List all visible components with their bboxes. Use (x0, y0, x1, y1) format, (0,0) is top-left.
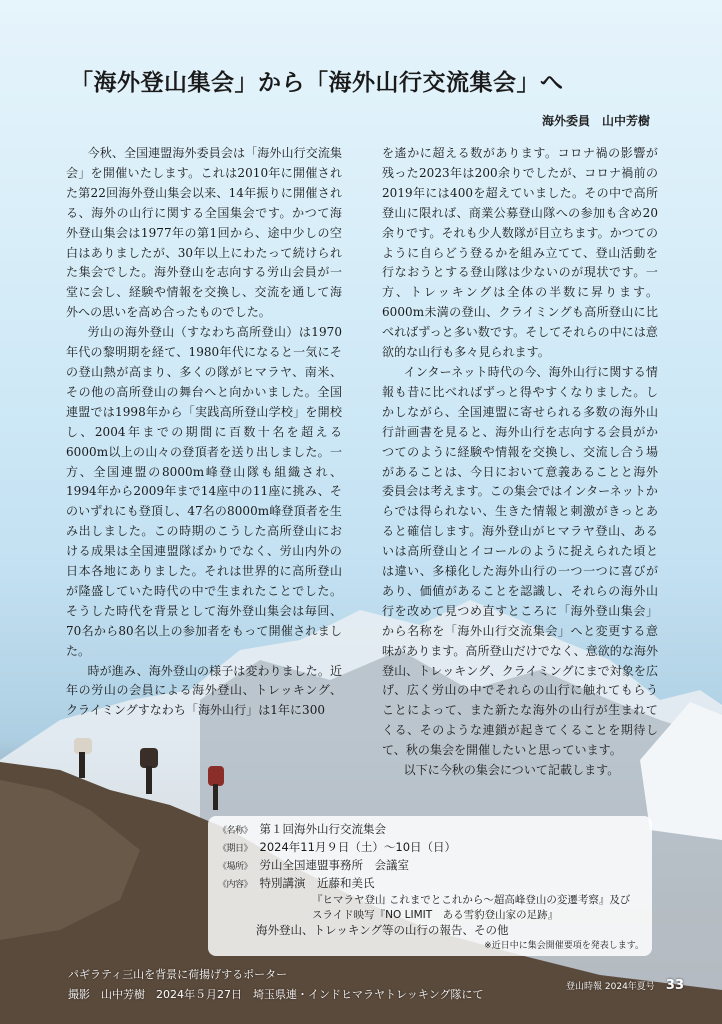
photo-caption: パギラティ三山を背景に荷揚げするポーター (68, 968, 288, 981)
event-content-line: 『ヒマラヤ登山 これまでとこれから～超高峰登山の変遷考察』及び (312, 894, 631, 906)
body-paragraph: 以下に今秋の集会について記載します。 (403, 763, 620, 778)
photo-credit: 撮影 山中芳樹 2024年５月27日 埼玉県連・インドヒマラヤトレッキング隊にて (68, 988, 484, 1001)
event-note: ※近日中に集会開催要項を発表します。 (484, 941, 644, 951)
magazine-name: 登山時報 2024年夏号 (566, 982, 655, 992)
body-column-left (66, 144, 342, 721)
event-name-value: 第１回海外山行交流集会 (259, 822, 386, 836)
body-paragraph: 労山の海外登山（すなわち高所登山）は1970年代の黎明期を経て、1980年代になると一気にその登山熱が高まり、多くの隊がヒマラヤ、南米、その他の高所登山の舞台へと向かいました。全国連盟では1998年から「実践高所登山学校」を開校し、2004年までの期間に百数十名を超える6000m以上の山々の登頂者を送り出しました。一方、全国連盟の8000m峰登山隊も組織され、1994年から2009年まで14座中の11座に挑み、そのいずれにも登頂し、47名の8000m峰登頂者を生み出しました。この時期のこうした高所登山における成果は全国連盟隊ばかりでなく、労山内外の日本各地にありました。それは世界的に高所登山が隆盛していた時代の中で生まれたことでした。そうした時代を背景として海外登山集会は毎回、70名から80名以上の参加者をもって開催されました。 (66, 325, 342, 658)
event-name-label: 《名称》 (218, 826, 253, 836)
body-paragraph: 今秋、全国連盟海外委員会は「海外山行交流集会」を開催いたします。これは2010年に開催された第22回海外登山集会以来、14年振りに開催される、海外の山行に関する全国集会です。かつて海外登山集会は1977年の第1回から、途中少しの空白はありましたが、30年以上にわたって続けられた集会でした。海外登山を志向する労山会員が一堂に会し、経験や情報を交換し、交流を通して海外への思いを高め合ったものでした。 (66, 146, 342, 320)
event-date-value: 2024年11月９日（土）～10日（日） (259, 840, 457, 854)
event-info-box (208, 816, 652, 956)
page-footer (566, 974, 684, 993)
body-paragraph: インターネット時代の今、海外山行に関する情報も昔に比べればずっと得やすくなりました。しかしながら、全国連盟に寄せられる多数の海外山行計画書を見ると、海外山行を志向する会員がかつてのように経験や情報を交換し、交流し合う場があることは、今日において意義あることと海外委員会は考えます。この集会ではインターネットからでは得られない、生きた情報と刺激がきっとあると確信します。海外登山がヒマラヤ登山、あるいは高所登山とイコールのように捉えられた頃とは違い、多様化した海外山行の一つ一つに喜びがあり、価値があることを認識し、それらの海外山行を改めて見つめ直すところに「海外登山集会」から名称を「海外山行交流集会」へと変更する意味があります。高所登山だけでなく、意欲的な海外登山、トレッキング、クライミングにまで対象を広げ、広く労山の中でそれらの山行に触れてもらうことによって、また新たな海外の山行が生まれてくる、そのような連鎖が起きてくることを期待して、秋の集会を開催したいと思っています。 (382, 364, 658, 758)
article-title: 「海外登山集会」から「海外山行交流集会」へ (70, 70, 564, 96)
page-number: 33 (665, 978, 684, 993)
event-place-value: 労山全国連盟事務所 会議室 (259, 858, 409, 872)
event-content-value: 特別講演 近藤和美氏 (259, 876, 375, 890)
author-byline: 海外委員 山中芳樹 (541, 114, 650, 128)
event-content-label: 《内容》 (218, 880, 253, 890)
event-place-label: 《場所》 (218, 862, 253, 872)
event-content-line: スライド映写『NO LIMIT ある雪豹登山家の足跡』 (312, 909, 559, 921)
event-date-label: 《期日》 (218, 844, 253, 854)
body-paragraph: を遙かに超える数があります。コロナ禍の影響が残った2023年は200余りでしたが、コロナ禍前の2019年には400を超えていました。その中で高所登山に限れば、商業公募登山隊への参加も含め20余りです。それも少人数隊が目立ちます。かつてのように自らどう登るかを組み立てて、登山活動を行なおうとする登山隊は少ないのが現状です。一方、トレッキングは全体の半数に昇ります。6000m未満の登山、クライミングも高所登山に比べればずっと多い数です。そしてそれらの中には意欲的な山行も多々見られます。 (382, 146, 658, 360)
event-content-line: 海外登山、トレッキング等の山行の報告、その他 (256, 923, 509, 937)
body-column-right (382, 144, 658, 781)
body-paragraph: 時が進み、海外登山の様子は変わりました。近年の労山の会員による海外登山、トレッキング、クライミングすなわち「海外山行」は1年に300 (66, 663, 342, 718)
